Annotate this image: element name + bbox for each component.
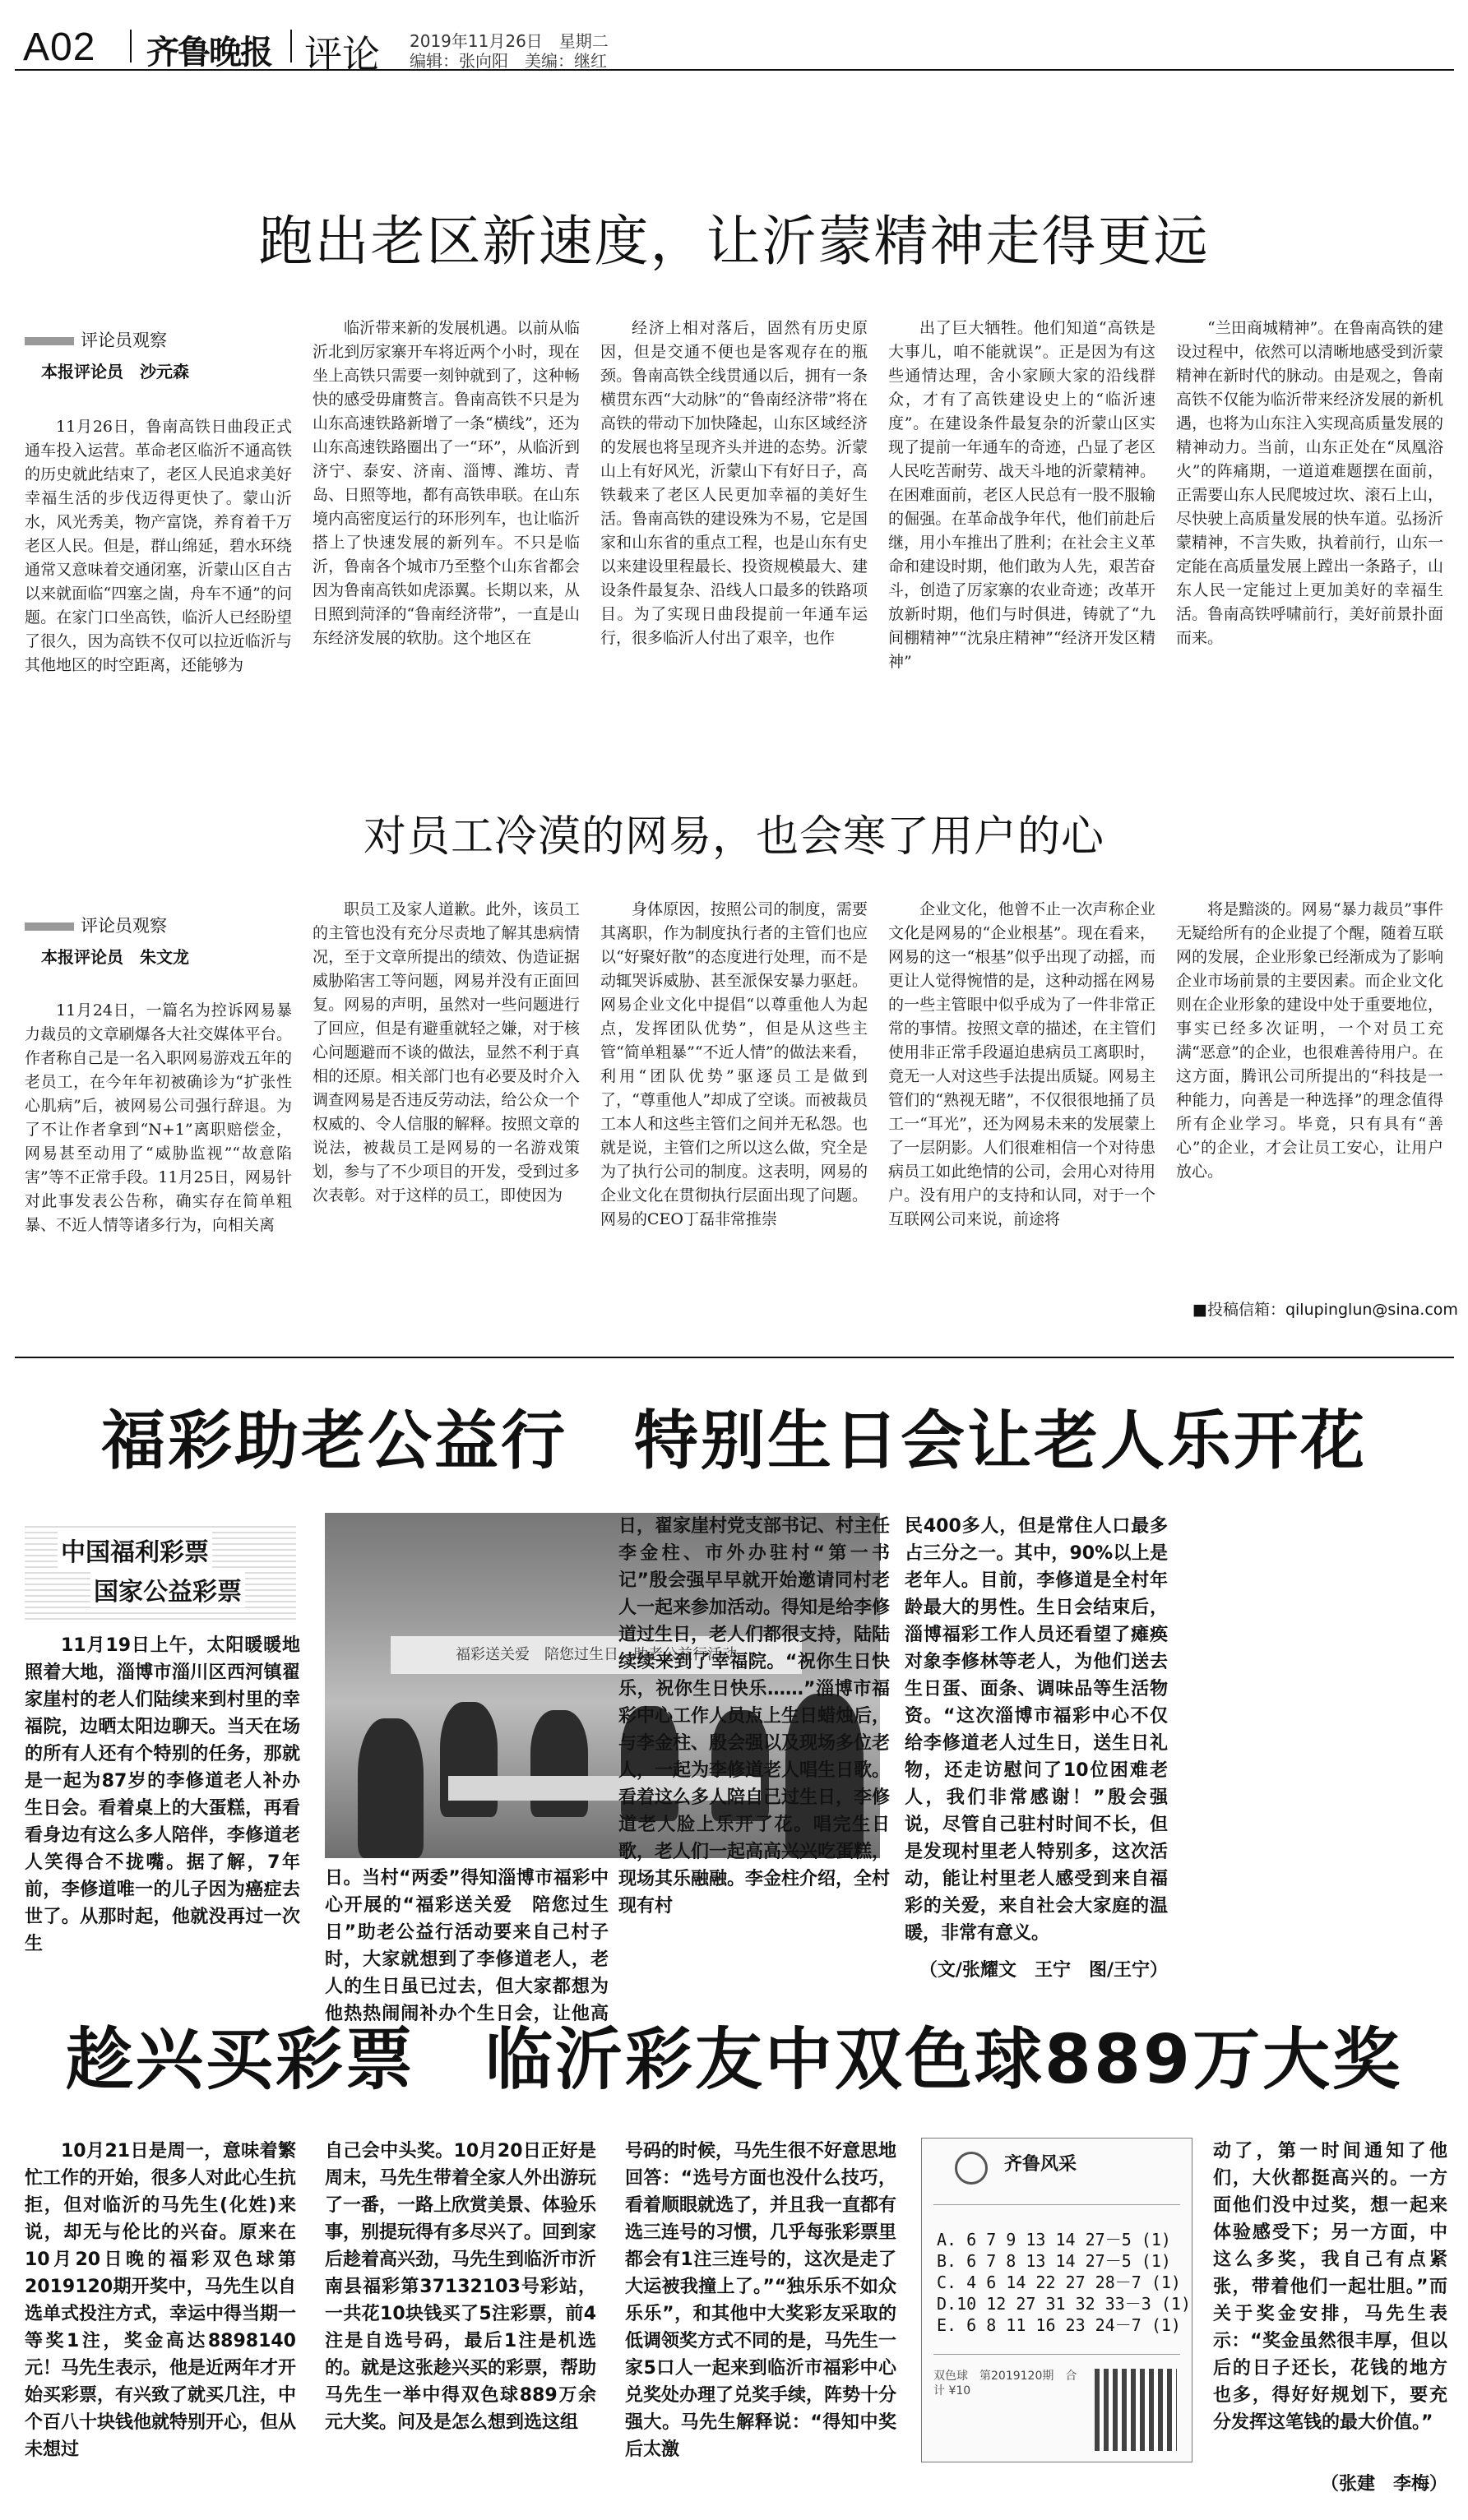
article4-column-2 [325,2138,596,2499]
article4-paragraph: 动了，第一时间通知了他们，大伙都挺高兴的。一方面他们没中过奖，想一起来体验感受下；另一方面，中这么多奖，我自己有点紧张，带着他们一起壮胆。”而关于奖金安排，马先生表示：“奖金虽然很丰厚，但以后的日子还长，花钱的地方也多，得好好规划下，要充分发挥这笔钱的最大价值。” [1213,2141,1447,2433]
article1-kicker [25,327,167,352]
photo-person [530,1710,588,1817]
paper-name: 齐鲁晚报 [146,33,271,72]
article3-column-1 [25,1632,300,2060]
article3-column-3 [618,1513,890,1973]
ticket-rule [933,2204,1180,2205]
ticket-row: C. 4 6 14 22 27 28－7 (1) [937,2273,1181,2292]
article2-paragraph: 企业文化，他曾不止一次声称企业文化是网易的“企业根基”。现在看来，网易的这一“根基”似乎出现了动摇，而更让人觉得惋惜的是，这种动摇在网易的一些主管眼中似乎成为了一件非常正常的事情。按照文章的描述，在主管们使用非正常手段逼迫患病员工离职时，竟无一人对这些手法提出质疑。网易主管们的“熟视无睹”，不仅很很地捅了员工一“耳光”，还为网易未来的发展蒙上了一层阴影。人们很难相信一个对待患病员工如此绝情的公司，会用心对待用户。没有用户的支持和认同，对于一个互联网公司来说，前途将 [888,900,1155,1228]
article1-byline: 本报评论员 沙元森 [41,362,189,381]
kicker-text: 评论员观察 [81,331,167,350]
submission-email: ■投稿信箱：qilupinglun@sina.com [1192,1301,1458,1319]
masthead-divider [290,30,292,62]
article2-paragraph: 将是黯淡的。网易“暴力裁员”事件无疑给所有的企业提了个醒，随着互联网的发展，企业形象已经渐成为了影响企业市场前景的主要因素。而企业文化则在企业形象的建设中处于重要地位，事实已经多次证明，一个对员工充满“恶意”的企业，也很难善待用户。在这方面，腾讯公司所提出的“科技是一种能力，向善是一种选择”的理念值得所有企业学习。毕竟，只有具有“善心”的企业，才会让员工安心，让用户放心。 [1176,900,1443,1181]
article3-column-4 [905,1513,1168,1949]
article4-column-4 [1213,2138,1447,2467]
lottery-ticket-image [921,2138,1192,2462]
masthead-divider [130,30,132,62]
article2-column-4 [888,898,1155,1328]
kicker-bar [25,922,74,931]
article3-paragraph: 日，翟家崖村党支部书记、村主任李金柱、市外办驻村“第一书记”殷会强早早就开始邀请同村老人一起来参加活动。得知是给李修道过生日，老人们都很支持，陆陆续续来到了幸福院。“祝你生日快乐，祝你生日快乐……”淄博市福彩中心工作人员点上生日蜡烛后，与李金柱、殷会强以及现场多位老人，一起为李修道老人唱生日歌。看着这么多人陪自己过生日，李修道老人脸上乐开了花。唱完生日歌，老人们一起高高兴兴吃蛋糕，现场其乐融融。李金柱介绍，全村现有村 [618,1516,890,1917]
article2-column-1 [25,999,292,1328]
ticket-row: B. 6 7 8 13 14 27－5 (1) [937,2251,1171,2271]
ticket-logo-icon [955,2152,988,2185]
article1-column-2 [313,317,580,732]
ticket-numbers [937,2229,1191,2336]
ticket-row: D.10 12 27 31 32 33－3 (1) [937,2294,1191,2314]
logo-line-1: 中国福利彩票 [58,1532,212,1568]
article1-paragraph: 临沂带来新的发展机遇。以前从临沂北到厉家寨开车将近两个小时，现在坐上高铁只需要一刻钟就到了，这种畅快的感受毋庸赘言。鲁南高铁不只是为山东高速铁路新增了一条“横线”，还为山东高速铁路圈出了一“环”，从临沂到济宁、泰安、济南、淄博、潍坊、青岛、日照等地，都有高铁串联。在山东境内高密度运行的环形列车，也让临沂搭上了快速发展的新列车。不只是临沂，鲁南各个城市乃至整个山东省都会因为鲁南高铁如虎添翼。长期以来，从日照到菏泽的“鲁南经济带”，一直是山东经济发展的软肋。这个地区在 [313,319,580,647]
article2-title: 对员工冷漠的网易，也会寒了用户的心 [363,812,1104,862]
issue-date: 2019年11月26日 星期二 [410,31,609,51]
editor-credits: 编辑：张向阳 美编：继红 [410,51,607,71]
article2-column-3 [600,898,868,1328]
article4-credit: （张建 李梅） [1320,2474,1447,2495]
article2-byline: 本报评论员 朱文龙 [41,947,189,967]
article3-column-2 [325,1865,609,2029]
masthead [15,25,1454,76]
section-name: 评论 [304,32,380,76]
article2-kicker [25,913,167,937]
article2-paragraph: 身体原因，按照公司的制度，需要其离职，作为制度执行者的主管们也应以“好聚好散”的态度进行处理，而不是动辄哭诉威胁、甚至派保安暴力驱赶。网易企业文化中提倡“以尊重他人为起点，发挥团队优势”，但是从这些主管“简单粗暴”“不近人情”的做法来看，利用“团队优势”驱逐员工是做到了，“尊重他人”却成了空谈。而被裁员工本人和这些主管们之间并无私怨。也就是说，主管们之所以这么做，究全是为了执行公司的制度。这表明，网易的企业文化在贯彻执行层面出现了问题。网易的CEO丁磊非常推崇 [600,900,868,1228]
article1-paragraph: 出了巨大牺牲。他们知道“高铁是大事儿，咱不能就误”。正是因为有这些通情达理，舍小家顾大家的沿线群众，才有了高铁建设史上的“临沂速度”。在建设条件最复杂的沂蒙山区实现了提前一年通车的奇迹，凸显了老区人民吃苦耐劳、战天斗地的沂蒙精神。在困难面前，老区人民总有一股不服输的倔强。在革命战争年代，他们前赴后继，用小车推出了胜利；在社会主义革命和建设时期，他们敢为人先，艰苦奋斗，创造了厉家寨的农业奇迹；改革开放新时期，他们与时俱进，铸就了“九间棚精神”“沈泉庄精神”“经济开发区精神” [888,319,1155,671]
article4-paragraph: 10月21日是周一，意味着繁忙工作的开始，很多人对此心生抗拒，但对临沂的马先生(化姓)来说，却无与伦比的兴奋。原来在10月20日晚的福彩双色球第2019120期开奖中，马先生以自选单式投注方式，幸运中得当期一等奖1注，奖金高达8898140元！马先生表示，他是近两年才开始买彩票，有兴致了就买几注，中个百八十块钱他就特别开心，但从未想过 [25,2141,296,2460]
kicker-bar [25,337,74,345]
ticket-rule [933,2354,1180,2355]
ticket-row: E. 6 8 11 16 23 24－7 (1) [937,2315,1181,2335]
article4-column-1 [25,2138,296,2499]
article1-paragraph: “兰田商城精神”。在鲁南高铁的建设过程中，依然可以清晰地感受到沂蒙精神在新时代的脉动。由是观之，鲁南高铁不仅能为临沂带来经济发展的新机遇，也将为山东注入实现高质量发展的精神动力。当前，山东正处在“凤凰浴火”的阵痛期，一道道难题摆在面前，正需要山东人民爬坡过坎、滚石上山，尽快驶上高质量发展的快车道。弘扬沂蒙精神，不言失败，执着前行，山东一定能在高质量发展上蹚出一条路子，山东人民一定能过上更加美好的幸福生活。鲁南高铁呼啸前行，美好前景扑面而来。 [1176,319,1443,647]
article4-paragraph: 自己会中头奖。10月20日正好是周末，马先生带着全家人外出游玩了一番，一路上欣赏美景、体验乐事，别提玩得有多尽兴了。回到家后趁着高兴劲，马先生到临沂市沂南县福彩第37132103号彩站，一共花10块钱买了5注彩票，前4注是自选号码，最后1注是机选的。就是这张趁兴买的彩票，帮助马先生一举中得双色球889万余元大奖。问及是怎么想到选这组 [325,2141,596,2433]
article2-column-2 [313,898,580,1328]
page-number: A02 [23,25,96,69]
kicker-text: 评论员观察 [81,916,167,936]
ticket-header: 齐鲁风采 [1004,2154,1077,2175]
qr-code-icon [1095,2369,1177,2451]
article3-credit: （文/张耀文 王宁 图/王宁） [919,1960,1168,1981]
logo-line-2: 国家公益彩票 [90,1571,245,1607]
article1-column-4 [888,317,1155,732]
article1-column-1 [25,415,292,732]
article3-paragraph: 民400多人，但是常住人口最多占三分之一。其中，90%以上是老年人。目前，李修道是全村年龄最大的男性。生日会结束后，淄博福彩工作人员还看望了瘫痪对象李修林等老人，为他们送去生日蛋、面条、调味品等生活物资。“这次淄博市福彩中心不仅给李修道老人过生日，送生日礼物，还走访慰问了10位困难老人，我们非常感谢！”殷会强说，尽管自己驻村时间不长，但是发现村里老人特别多，这次活动，能让村里老人感受到来自福彩的关爱，来自社会大家庭的温暖，非常有意义。 [905,1516,1168,1944]
article1-paragraph: 经济上相对落后，固然有历史原因，但是交通不便也是客观存在的瓶颈。鲁南高铁全线贯通以后，拥有一条横贯东西“大动脉”的“鲁南经济带”将在高铁的带动下加快隆起，山东区域经济的发展也将呈现齐头并进的态势。沂蒙山上有好风光，沂蒙山下有好日子，高铁载来了老区人民更加幸福的美好生活。鲁南高铁的建设殊为不易，它是国家和山东省的重点工程，也是山东有史以来建设里程最长、投资规模最大、建设条件最复杂、沿线人口最多的铁路项目。为了实现日曲段提前一年通车运行，很多临沂人付出了艰辛，也作 [600,319,868,647]
article3-title: 福彩助老公益行 特别生日会让老人乐开花 [100,1404,1367,1478]
ticket-footer: 双色球 第2019120期 合计 ¥10 [933,2370,1077,2397]
article3-paragraph: 日。当村“两委”得知淄博市福彩中心开展的“福彩送关爱 陪您过生日”助老公益行活动要来自己村子时，大家就想到了李修道老人，老人的生日虽已过去，但大家都想为他热热闹闹补办个生日会，让他高 [325,1868,609,2024]
article1-column-3 [600,317,868,732]
article4-title: 趁兴买彩票 临沂彩友中双色球889万大奖 [65,2021,1403,2099]
article1-paragraph: 11月26日，鲁南高铁日曲段正式通车投入运营。革命老区临沂不通高铁的历史就此结束了，老区人民追求美好幸福生活的步伐迈得更快了。蒙山沂水，风光秀美，物产富饶，养育着千万老区人民。但是，群山绵延，碧水环绕通常又意味着交通闭塞，沂蒙山区自古以来就面临“四塞之崮，舟车不通”的问题。在家门口坐高铁，临沂人已经盼望了很久，因为高铁不仅可以拉近临沂与其他地区的时空距离，还能够为 [25,418,292,674]
article1-title: 跑出老区新速度，让沂蒙精神走得更远 [258,210,1210,273]
article3-paragraph: 11月19日上午，太阳暖暖地照着大地，淄博市淄川区西河镇翟家崖村的老人们陆续来到村里的幸福院，边晒太阳边聊天。当天在场的所有人还有个特别的任务，那就是一起为87岁的李修道老人补办生日会。看着桌上的大蛋糕，再看看身边有这么多人陪伴，李修道老人笑得合不拢嘴。据了解，7年前，李修道唯一的儿子因为癌症去世了。从那时起，他就没再过一次生 [25,1635,300,1954]
article2-paragraph: 职员工及家人道歉。此外，该员工的主管也没有充分尽责地了解其患病情况，至于文章所提出的绩效、伪造证据威胁陷害工等问题，网易并没有正面回复。网易的声明，虽然对一些问题进行了回应，但是有避重就轻之嫌，对于核心问题避而不谈的做法，显然不利于真相的还原。相关部门也有必要及时介入调查网易是否违反劳动法，给公众一个权威的、令人信服的解释。按照文章的说法，被裁员工是网易的一名游戏策划，参与了不少项目的开发，受到过多次表彰。对于这样的员工，即使因为 [313,900,580,1205]
welfare-lottery-logo [25,1525,296,1620]
article1-column-5 [1176,317,1443,765]
article2-column-5 [1176,898,1443,1284]
article4-column-3 [625,2138,896,2499]
photo-banner: 福彩送关爱 陪您过生日 助老公益行活动 [391,1636,802,1674]
article4-paragraph: 号码的时候，马先生很不好意思地回答：“选号方面也没什么技巧，看着顺眼就选了，并且我一直都有选三连号的习惯，几乎每张彩票里都会有1注三连号的，这次是走了大运被我撞上了。”“独乐乐不如众乐乐”，和其他中大奖彩友采取的低调领奖方式不同的是，马先生一家5口人一起来到临沂市福彩中心兑奖处办理了兑奖手续，阵势十分强大。马先生解释说：“得知中奖后太激 [625,2141,896,2460]
ticket-row: A. 6 7 9 13 14 27－5 (1) [937,2230,1171,2250]
section-divider [15,1357,1454,1358]
article2-paragraph: 11月24日，一篇名为控诉网易暴力裁员的文章刷爆各大社交媒体平台。作者称自己是一名入职网易游戏五年的老员工，在今年年初被确诊为“扩张性心肌病”后，被网易公司强行辞退。为了不让作者拿到“N+1”离职赔偿金，网易甚至动用了“威胁监视”“故意陷害”等不正常手段。11月25日，网易针对此事发表公告称，确实存在简单粗暴、不近人情等诸多行为，向相关离 [25,1001,292,1234]
photo-person [358,1718,424,1858]
